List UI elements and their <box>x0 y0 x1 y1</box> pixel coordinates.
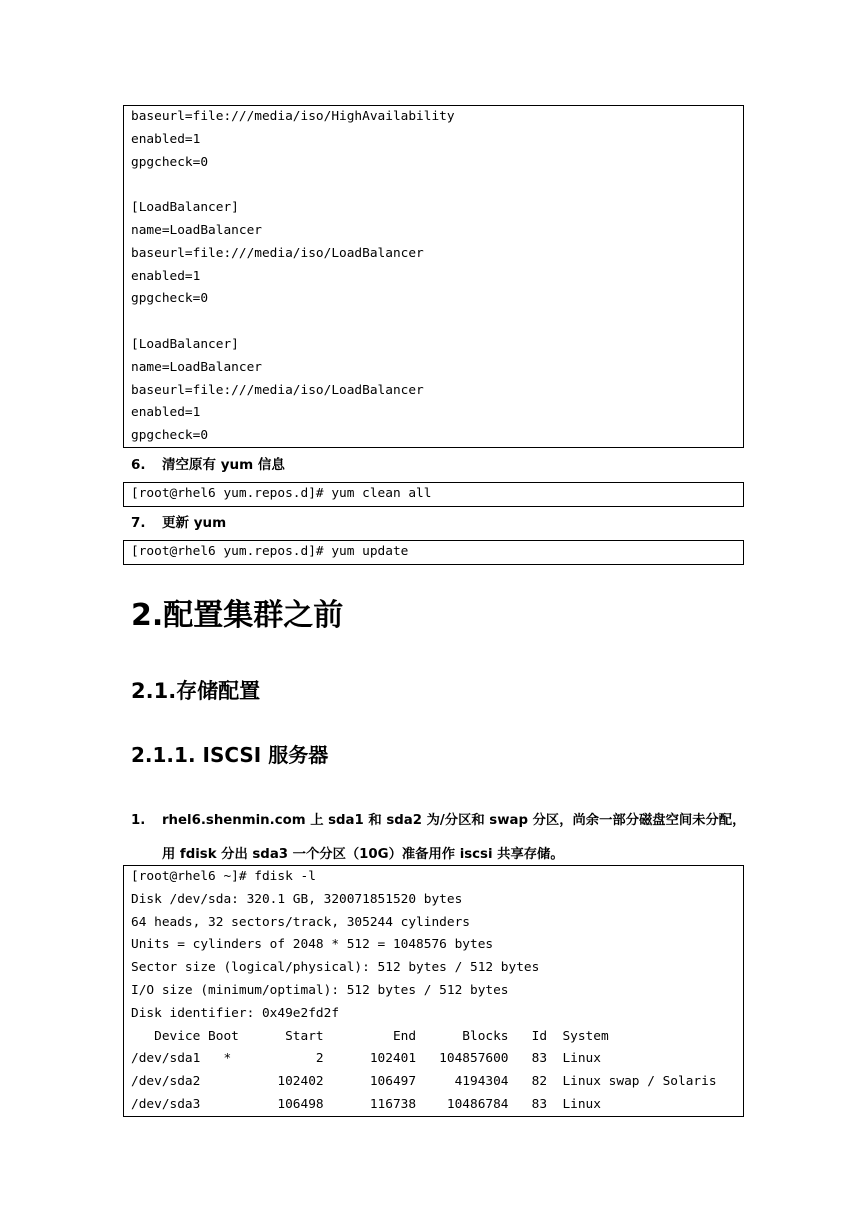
step-text-line-1: rhel6.shenmin.com 上 sda1 和 sda2 为/分区和 swap 分区，尚余一部分磁盘空间未分配， <box>162 813 746 828</box>
code-line: gpgcheck=0 <box>131 291 209 307</box>
code-line: name=LoadBalancer <box>131 359 262 375</box>
code-line: Disk /dev/sda: 320.1 GB, 320071851520 bytes <box>131 891 463 907</box>
code-line: gpgcheck=0 <box>131 428 209 444</box>
code-line: enabled=1 <box>131 131 201 147</box>
code-line: Device Boot Start End Blocks Id System <box>131 1028 609 1044</box>
fdisk-output-code-block <box>123 865 744 1117</box>
code-line: Units = cylinders of 2048 * 512 = 1048576 bytes <box>131 937 494 953</box>
step-1-paragraph <box>131 804 751 872</box>
clean-command-code-block <box>123 482 744 507</box>
code-line: Disk identifier: 0x49e2fd2f <box>131 1005 340 1021</box>
code-line: enabled=1 <box>131 268 201 284</box>
code-line: gpgcheck=0 <box>131 154 209 170</box>
step-number: 1. <box>131 813 146 828</box>
step-text-line-2: 用 fdisk 分出 sda3 一个分区（10G）准备用作 iscsi 共享存储。 <box>162 847 564 862</box>
code-line: name=LoadBalancer <box>131 222 262 238</box>
code-line: [root@rhel6 yum.repos.d]# yum update <box>131 544 409 559</box>
step-number: 7. <box>131 515 146 531</box>
step-label: 更新 yum <box>162 515 227 531</box>
step-number: 6. <box>131 457 146 473</box>
update-command-code-block <box>123 540 744 565</box>
code-line: Sector size (logical/physical): 512 bytes / 512 bytes <box>131 960 540 976</box>
subsubsection-heading: 2.1.1. ISCSI 服务器 <box>131 743 329 767</box>
code-line: [root@rhel6 yum.repos.d]# yum clean all <box>131 486 432 501</box>
code-line: I/O size (minimum/optimal): 512 bytes / 512 bytes <box>131 982 509 998</box>
code-line: /dev/sda3 106498 116738 10486784 83 Linux <box>131 1096 601 1112</box>
code-line <box>131 174 743 197</box>
code-line: enabled=1 <box>131 405 201 421</box>
code-line: [root@rhel6 ~]# fdisk -l <box>131 869 316 884</box>
code-line <box>131 311 743 334</box>
code-line: baseurl=file:///media/iso/HighAvailability <box>131 109 455 124</box>
code-line: baseurl=file:///media/iso/LoadBalancer <box>131 245 424 261</box>
repo-config-code-block <box>123 105 744 448</box>
code-line: baseurl=file:///media/iso/LoadBalancer <box>131 382 424 398</box>
section-heading: 2.配置集群之前 <box>131 598 344 633</box>
subsection-heading: 2.1.存储配置 <box>131 679 261 703</box>
code-line: [LoadBalancer] <box>131 336 239 352</box>
code-line: /dev/sda2 102402 106497 4194304 82 Linux swap / Solaris <box>131 1074 717 1090</box>
step-label: 清空原有 yum 信息 <box>162 457 285 473</box>
code-line: [LoadBalancer] <box>131 200 239 216</box>
code-line: 64 heads, 32 sectors/track, 305244 cylinders <box>131 914 470 930</box>
step-7-heading <box>131 513 226 533</box>
step-6-heading <box>131 455 285 475</box>
code-line: /dev/sda1 * 2 102401 104857600 83 Linux <box>131 1051 601 1067</box>
